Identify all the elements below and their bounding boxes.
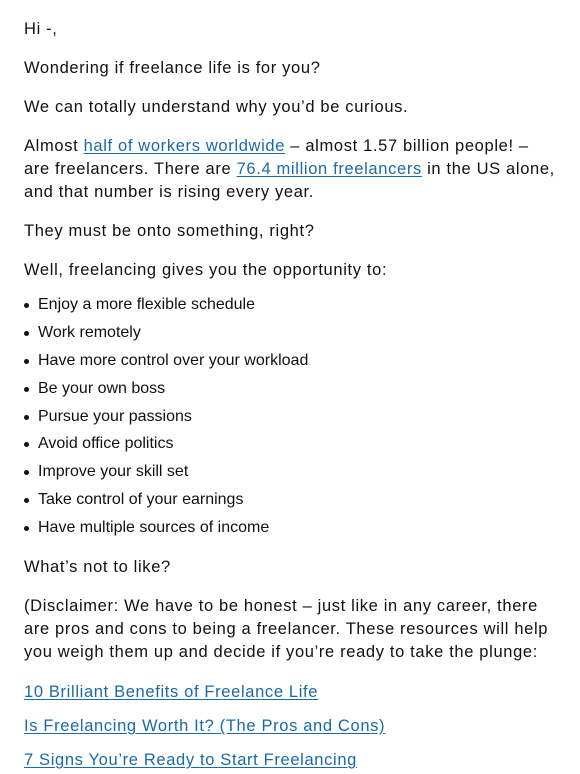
bullet-icon — [24, 331, 29, 336]
bullet-icon — [24, 526, 29, 531]
benefit-text: Avoid office politics — [38, 435, 174, 453]
greeting: Hi -, — [24, 20, 58, 38]
half-of-workers-link[interactable]: half of workers worldwide — [83, 137, 286, 155]
list-item — [24, 379, 556, 399]
bullet-icon — [24, 498, 29, 503]
list-item — [24, 407, 556, 427]
list-item — [24, 434, 556, 454]
bullet-icon — [24, 303, 29, 308]
stats-mid: – almost 1.57 billion people! – are freelancers. There are — [24, 137, 529, 178]
benefit-text: Have multiple sources of income — [38, 519, 270, 537]
stats-paragraph — [24, 135, 556, 204]
intro-question: Wondering if freelance life is for you? — [24, 59, 321, 77]
list-item — [24, 490, 556, 510]
benefit-text: Take control of your earnings — [38, 491, 244, 509]
list-item — [24, 462, 556, 482]
benefit-text: Improve your skill set — [38, 463, 189, 481]
benefit-text: Be your own boss — [38, 379, 166, 397]
signs-article-link[interactable]: 7 Signs You’re Ready to Start Freelancing — [24, 751, 358, 770]
resource-link-signs — [24, 749, 556, 772]
intro-curious: We can totally understand why you’d be curious. — [24, 98, 409, 116]
benefit-text: Work remotely — [38, 323, 141, 341]
onto-something: They must be onto something, right? — [24, 222, 315, 240]
benefit-text: Have more control over your workload — [38, 351, 309, 369]
benefit-text: Pursue your passions — [38, 407, 192, 425]
bullet-icon — [24, 470, 29, 475]
benefits-list — [24, 295, 556, 538]
bullet-icon — [24, 415, 29, 420]
list-item — [24, 351, 556, 371]
not-to-like: What’s not to like? — [24, 558, 171, 577]
disclaimer: (Disclaimer: We have to be honest – just like in any career, there are pros and cons to being a freelancer. These resources will help you weigh them up and decide if you’re ready to take the plunge: — [24, 597, 549, 662]
stats-pre: Almost — [24, 137, 84, 155]
bullet-icon — [24, 387, 29, 392]
list-item — [24, 295, 556, 315]
opportunity-intro: Well, freelancing gives you the opportunity to: — [24, 261, 388, 279]
list-item — [24, 323, 556, 343]
benefits-article-link[interactable]: 10 Brilliant Benefits of Freelance Life — [24, 683, 319, 702]
bullet-icon — [24, 359, 29, 364]
resource-link-worth-it — [24, 715, 556, 738]
worth-it-article-link[interactable]: Is Freelancing Worth It? (The Pros and Cons) — [24, 717, 386, 736]
resource-link-benefits — [24, 681, 556, 704]
bullet-icon — [24, 442, 29, 447]
benefit-text: Enjoy a more flexible schedule — [38, 296, 256, 313]
list-item — [24, 518, 556, 538]
us-freelancers-link[interactable]: 76.4 million freelancers — [236, 160, 422, 178]
stats-post: in the US alone, and that number is rising every year. — [24, 160, 555, 201]
